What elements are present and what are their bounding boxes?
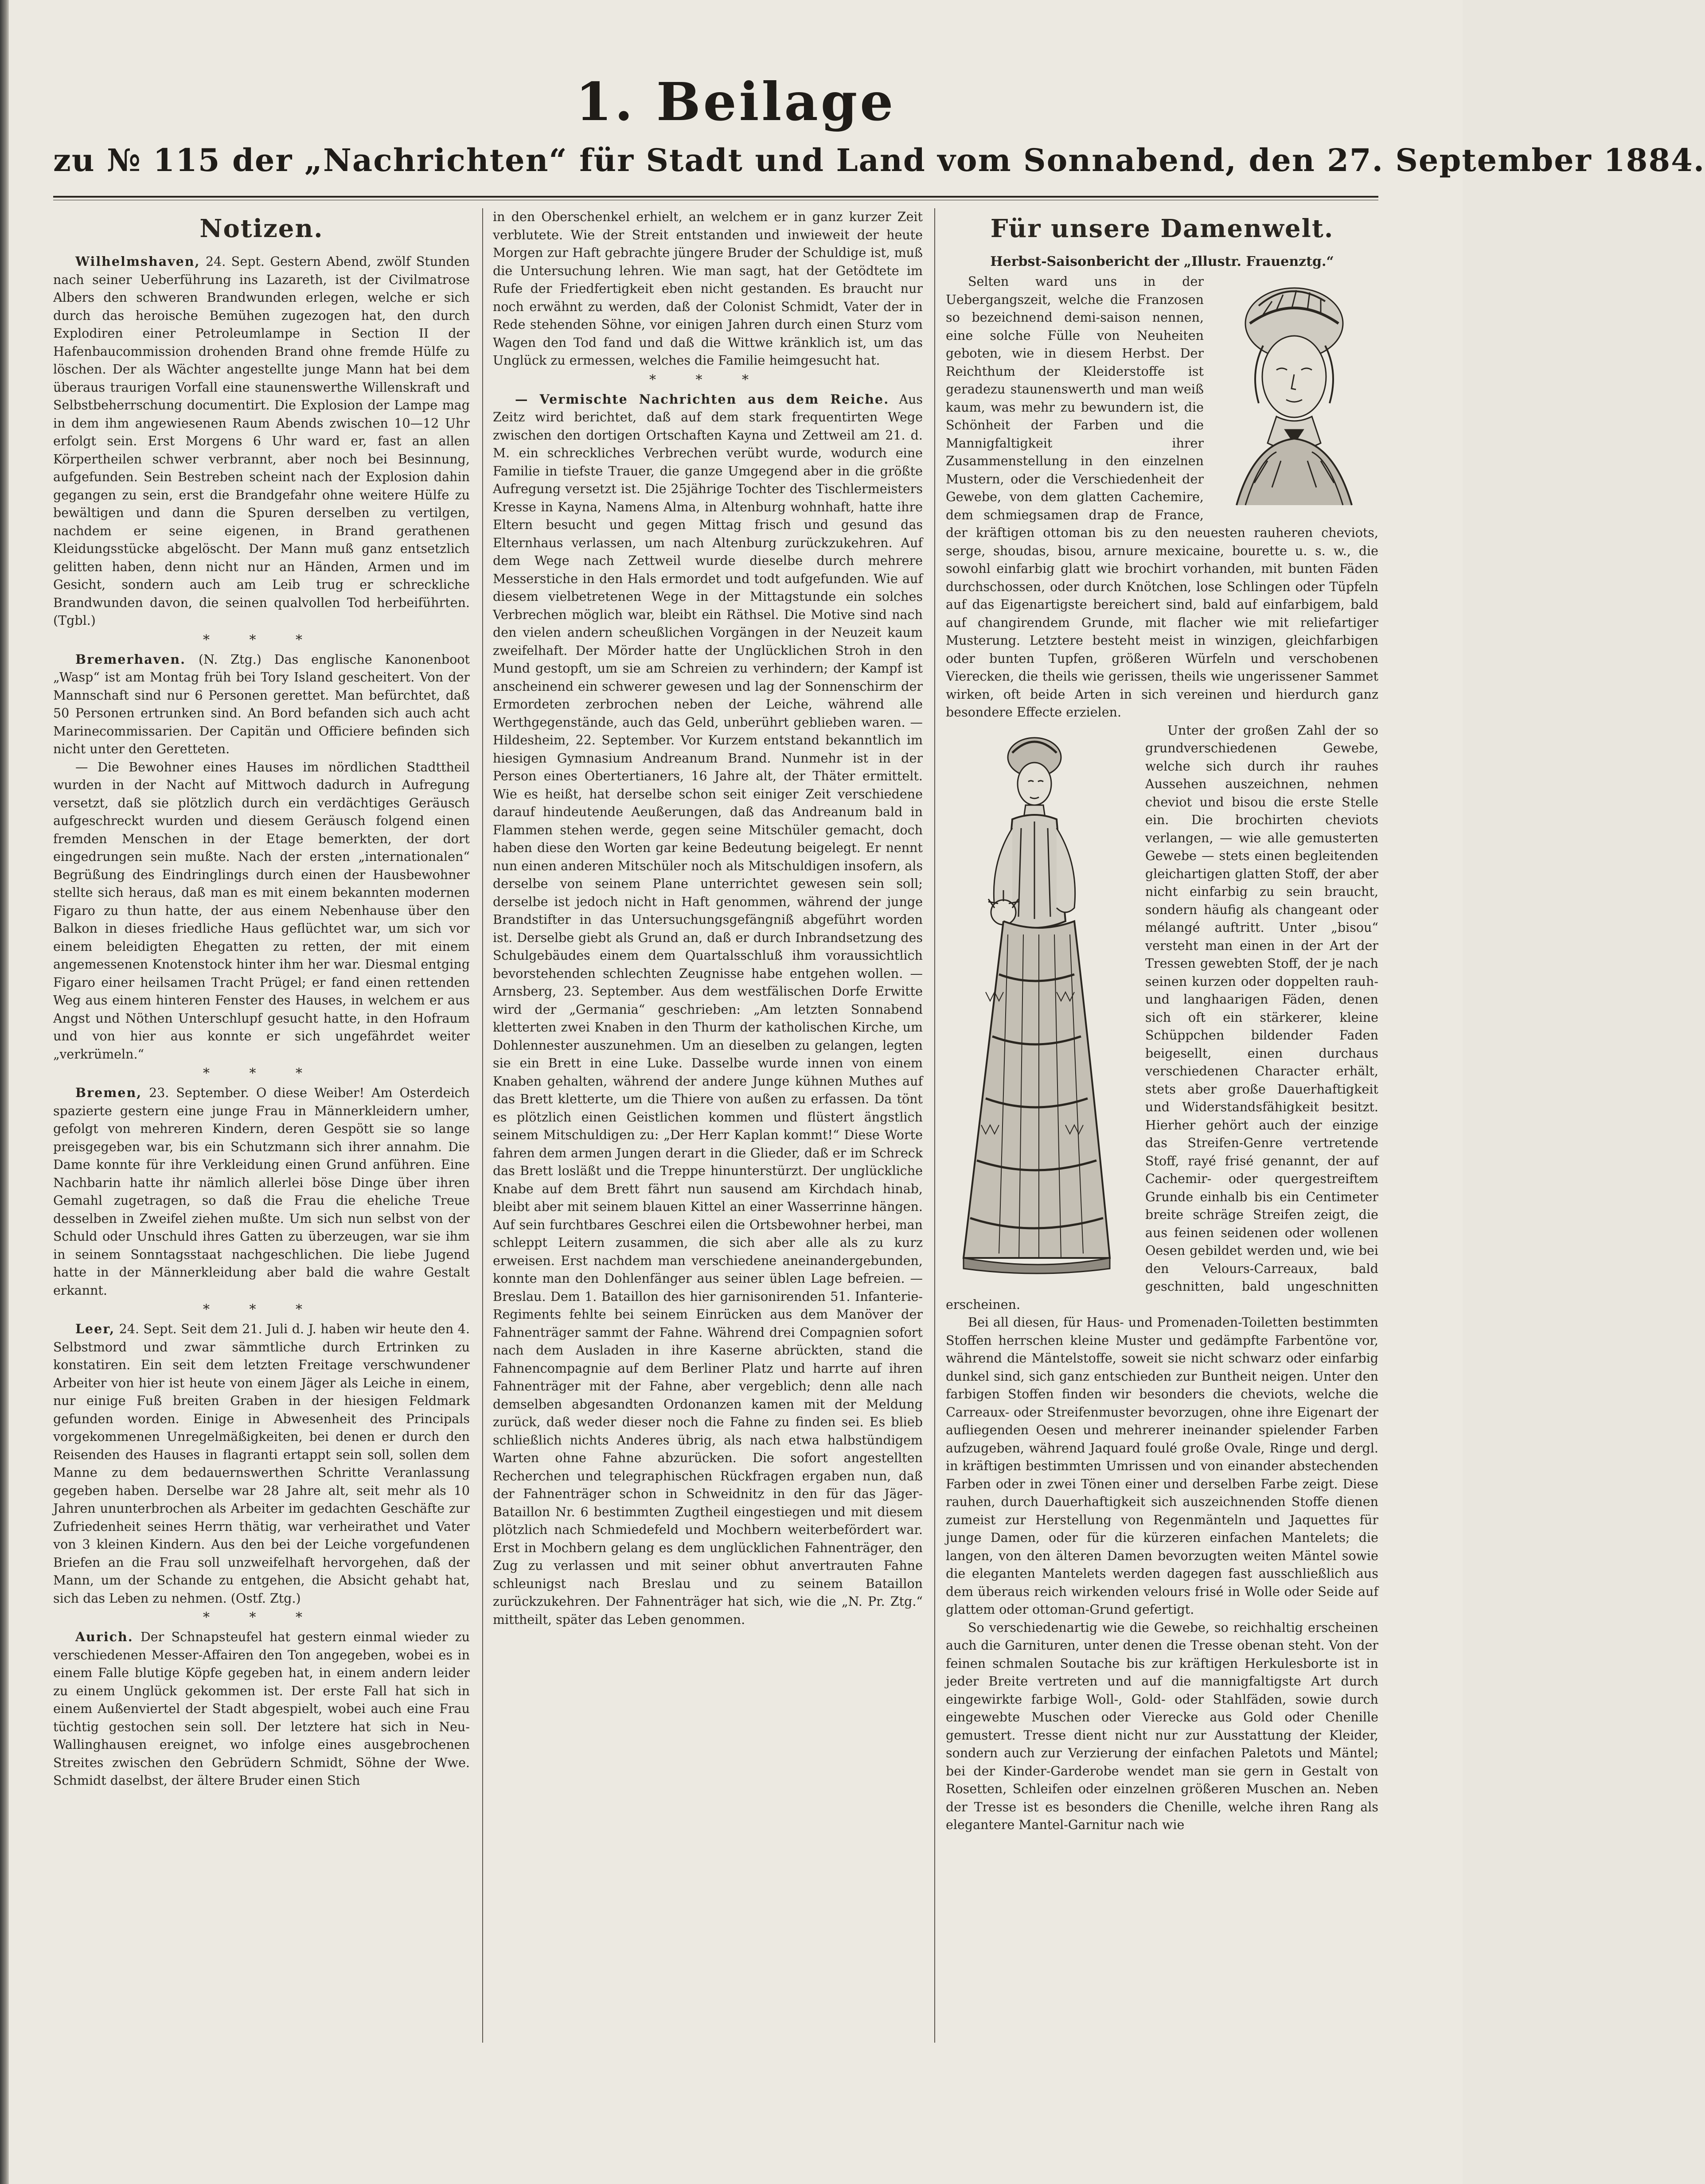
header-rule (53, 196, 1378, 200)
supplement-title: 1. Beilage (575, 71, 896, 132)
separator-asterisks: * * * (203, 1066, 320, 1081)
article-aurich-cont: in den Oberschenkel erhielt, an welchem er in ganz kurzer Zeit verblutete. Wie der Streit entstanden und inwieweit der heute Morgen zur Haft gebrachte jüngere Bruder der Schuldige ist, muß die Untersuchung lehren. Wie man sagt, hat der Getödtete im Rufe der Friedfertigkeit eben nicht gestanden. Es braucht nur noch erwähnt zu werden, daß der Colonist Schmidt, Vater der in Rede stehenden Söhne, vor einigen Jahren durch einen Sturz vom Wagen den Tod fand und daß die Wittwe kränklich ist, um das Unglück zu ermessen, welches die Familie heimgesucht hat. (493, 210, 923, 368)
separator-asterisks: * * * (203, 632, 320, 648)
column-nachrichten (493, 208, 923, 2149)
section-subheading: Herbst-Saisonbericht der „Illustr. Frauenztg.“ (990, 254, 1334, 269)
article-bremerhaven-cont: — Die Bewohner eines Hauses im nördlichen Stadttheil wurden in der Nacht auf Mittwoch dadurch in Aufregung versetzt, daß sie plötzlich durch ein verdächtiges Geräusch aufgeschreckt wurden und diesem Geräusch folgend einen fremden Menschen in der Etage bemerkten, der dort eingedrungen sein mußte. Nach der ersten „internationalen“ Begrüßung des Eindringlings durch einen der Hausbewohner stellte sich heraus, daß man es mit einem bekannten modernen Figaro zu thun hatte, der aus einem Nebenhause über den Balkon in dieses friedliche Haus geflüchtet war, um sich vor einem beleidigten Ehegatten zu retten, der mit einem angemessenen Knotenstock hinter ihm her war. Diesmal entging Figaro einer heilsamen Tracht Prügel; er fand einen rettenden Weg aus einem hinteren Fenster des Hauses, in welchem er aus Angst und Nöthen Unterschlupf gesucht hatte, in den Hofraum und von hier aus konnte er sich ungefährdet weiter „verkrümeln.“ (53, 759, 470, 1062)
illustration-lady-hat (1210, 275, 1378, 505)
article-text: Aus Zeitz wird berichtet, daß auf dem stark frequentirten Wege zwischen den dortigen Ortschaften Kayna und Zettweil am 21. d. M. ein schreckliches Verbrechen verübt wurde, wodurch eine Familie in tiefste Trauer, die ganze Umgegend aber in die größte Aufregung versetzt ist. Die 25jährige Tochter des Tischlermeisters Kresse in Kayna, Namens Alma, in Altenburg wohnhaft, hatte ihre Eltern besucht und gegen Mittag frisch und gesund das Elternhaus verlassen, um nach Altenburg zurückzukehren. Auf dem Wege nach Zettweil wurde dieselbe durch mehrere Messerstiche in den Hals ermordet und todt aufgefunden. Wie auf diesem vielbetretenen Wege in der Mittagstunde ein solches Verbrechen möglich war, bleibt ein Räthsel. Die Motive sind nach den vielen andern scheußlichen Vorgängen in der Neuzeit kaum zweifelhaft. Der Mörder hatte der Unglücklichen Stroh in den Mund gestopft, um sie am Schreien zu verhindern; der Kampf ist anscheinend ein schwerer gewesen und lag der Sonnenschirm der Ermordeten zerbrochen neben der Leiche, während alle Werthgegenstände, auch das Geld, unberührt geblieben waren. (493, 392, 923, 730)
article-text: Der Schnapsteufel hat gestern einmal wieder zu verschiedenen Messer-Affairen den Ton angegeben, wobei es in einem Falle blutige Köpfe gegeben hat, in einem andern leider zu einem Unglück gekommen ist. Der erste Fall hat sich in einem Außenviertel der Stadt abgespielt, wobei auch eine Frau tüchtig gestochen sein soll. Der letztere hat sich in Neu-Wallinghausen ereignet, wo infolge eines ausgebrochenen Streites zwischen den Gebrüdern Schmidt, Söhne der Wwe. Schmidt daselbst, der ältere Bruder einen Stich (53, 1630, 470, 1788)
hat-engraving-icon (1210, 275, 1378, 505)
column-divider (482, 208, 483, 2043)
dateline: Wilhelmshaven, (75, 254, 200, 269)
column-divider (934, 208, 935, 2043)
article-wilhelmshaven (53, 253, 470, 630)
column-notizen (53, 208, 470, 2149)
article-text: — Breslau. Dem 1. Bataillon des hier garnisonirenden 51. Infanterie-Regiments fehlte bei seinem Einrücken aus dem Manöver der Fahnenträger sammt der Fahne. Während drei Compagnien sofort nach dem Ausladen in ihre Kaserne abrückten, stand die Fahnencompagnie auf dem Berliner Platz und harrte auf ihren Fahnenträger mit der Fahne, aber vergeblich; denn alle nach demselben abgesandten Ordonanzen kamen mit der Meldung zurück, daß weder dieser noch die Fahne zu finden sei. Es blieb schließlich nichts Anderes übrig, als nach etwa halbstündigem Warten ohne Fahne abzurücken. Die sofort angestellten Recherchen und telegraphischen Rückfragen ergaben nun, daß der Fahnenträger schon in Schweidnitz in den für das Jäger-Bataillon Nr. 6 bestimmten Zugtheil eingestiegen und mit diesem plötzlich nach Schmiedefeld und Mochbern weiterbefördert war. Erst in Mochbern gelang es dem unglücklichen Fahnenträger, den Zug zu verlassen und mit seiner obhut anvertrauten Fahne schleunigst nach Breslau und zu seinem Bataillon zurückzukehren. Der Fahnenträger hat sich, wie die „N. Pr. Ztg.“ mittheilt, später das Leben genommen. (493, 1271, 923, 1627)
fashion-para-2: Unter der großen Zahl der so grundverschiedenen Gewebe, welche sich durch ihr rauhes Aussehen auszeichnen, nehmen cheviot und bisou die erste Stelle ein. Die brochirten cheviots verlangen, — wie alle gemusterten Gewebe — stets einen begleitenden gleichartigen glatten Stoff, der aber nicht einfarbig zu sein braucht, sondern häufig als changeant oder mélangé auftritt. Unter „bisou“ versteht man einen in der Art der Tressen gewebten Stoff, der je nach seinen kurzen oder doppelten rauh- und langhaarigen Fäden, denen sich oft ein stärkerer, kleine Schüppchen bildender Faden beigesellt, einen durchaus verschiedenen Character erhält, stets aber große Dauerhaftigkeit und Widerstandsfähigkeit besitzt. Hierher gehört auch der einzige das Streifen-Genre vertretende Stoff, rayé frisé genannt, der auf Cachemir- oder quergestreiftem Grunde einhalb bis ein Centimeter breite schräge Streifen zeigt, die aus feinen seidenen oder wollenen Oesen gebildet werden und, wie bei den Velours-Carreaux, bald geschnitten, bald ungeschnitten erscheinen. (946, 723, 1378, 1312)
section-heading-notizen: Notizen. (199, 214, 324, 243)
article-text: 23. September. O diese Weiber! Am Osterdeich spazierte gestern eine junge Frau in Männerkleidern umher, gefolgt von mehreren Kindern, deren Gespött sie so lange preisgegeben war, bis ein Schutzmann sich ihrer annahm. Die Dame konnte für ihre Verkleidung einen Grund anführen. Eine Nachbarin hatte ihr nämlich allerlei böse Dinge über ihren Gemahl zugetragen, so daß die Frau die eheliche Treue desselben in Zweifel ziehen mußte. Um sich nun selbst von der Schuld oder Unschuld ihres Gatten zu überzeugen, war sie ihm in seinem Sonntagsstaat nachgeschlichen. Die liebe Jugend hatte in der Männerkleidung aber bald die wahre Gestalt erkannt. (53, 1086, 470, 1298)
dateline: Bremen, (75, 1085, 142, 1100)
newspaper-page (9, 0, 1705, 2184)
article-text: — Arnsberg, 23. September. Aus dem westfälischen Dorfe Erwitte wird der „Germania“ geschrieben: „Am letzten Sonnabend kletterten zwei Knaben in den Thurm der katholischen Kirche, um Dohlennester auszunehmen. Um an dieselben zu gelangen, legten sie ein Brett in eine Luke. Dasselbe wurde innen von einem Knaben gehalten, während der andere Junge kühnen Muthes auf das Brett kletterte, um die Thiere von außen zu erfassen. Da tönt es plötzlich einen Geistlichen kommen und flüstert ängstlich seinem Mitschuldigen zu: „Der Herr Kaplan kommt!“ Diese Worte fahren dem armen Jungen derart in die Glieder, daß er im Schreck das Brett losläßt und die Treppe hinunterstürzt. Der unglückliche Knabe auf dem Brett fährt nun sausend am Kirchdach hinab, bleibt aber mit seinem blauen Kittel an einer Wasserrinne hängen. Auf sein furchtbares Geschrei eilen die Ortsbewohner herbei, man schleppt Leitern zusammen, die sich aber alle als zu kurz erweisen. Erst nachdem man verschiedene aneinandergebunden, konnte man den Dohlenfänger aus seiner üblen Lage befreien. (493, 966, 923, 1286)
dress-engraving-icon (946, 726, 1136, 1276)
article-text: 24. Sept. Gestern Abend, zwölf Stunden nach seiner Ueberführung ins Lazareth, ist der Civilmatrose Albers den schweren Brandwunden erlegen, welche er sich durch das heroische Bemühen zugezogen hat, den durch Explodiren einer Petroleumlampe in Section II der Hafenbaucommission drohenden Brand ohne fremde Hülfe zu löschen. Der als Wächter angestellte junge Mann hat bei dem überaus traurigen Vorfall eine staunenswerthe Willenskraft und Selbstbeherrschung documentirt. Die Explosion der Lampe mag in dem ihm angewiesenen Raum Abends zwischen 10—12 Uhr erfolgt sein. Erst Morgens 6 Uhr ward er, fast an allen Körpertheilen schwer verbrannt, aber noch bei Besinnung, aufgefunden. Sein Bestreben scheint nach der Explosion dahin gegangen zu sein, erst die Brandgefahr ohne weitere Hülfe zu bewältigen und dann die Spuren derselben zu vertilgen, nachdem er seine eigenen, in Brand gerathenen Kleidungsstücke abgelöscht. Der Mann muß ganz entsetzlich gelitten haben, denn nicht nur an Händen, Armen und im Gesicht, sondern auch am Leib trug er schreckliche Brandwunden davon, die seinen qualvollen Tod herbeiführten. (Tgbl.) (53, 254, 470, 628)
page-binding-edge (0, 0, 10, 2184)
article-text: 24. Sept. Seit dem 21. Juli d. J. haben wir heute den 4. Selbstmord und zwar sämmtliche durch Ertrinken zu konstatiren. Ein seit dem letzten Freitage verschwundener Arbeiter von hier ist heute von einem Jäger als Leiche in einem, nur einige Fuß breiten Graben in der hiesigen Feldmark gefunden worden. Einige in Abwesenheit des Principals vorgekommenen Unregelmäßigkeiten, bei denen er durch den Reisenden des Hauses in flagranti ertappt sein soll, sollen dem Manne zu dem bedauernswerthen Schritte Veranlassung gegeben haben. Derselbe war 28 Jahre alt, seit mehr als 10 Jahren ununterbrochen als Arbeiter im gedachten Geschäfte zur Zufriedenheit seines Herrn thätig, war verheirathet und Vater von 3 kleinen Kindern. Aus den bei der Leiche vorgefundenen Briefen an die Frau soll unzweifelhaft hervorgehen, daß der Mann, um der Schande zu entgehen, die Absicht gehabt hat, sich das Leben zu nehmen. (Ostf. Ztg.) (53, 1322, 470, 1606)
fashion-para-3: Bei all diesen, für Haus- und Promenaden-Toiletten bestimmten Stoffen herrschen kleine Muster und gedämpfte Farbentöne vor, während die Mäntelstoffe, soweit sie nicht schwarz oder einfarbig dunkel sind, sich ganz entschieden zur Buntheit neigen. Unter den farbigen Stoffen finden wir besonders die cheviots, welche die Carreaux- oder Streifenmuster bevorzugen, ohne ihre Eigenart der aufliegenden Oesen und mehrerer ineinander spielender Farben aufzugeben, während Jaquard foulé große Ovale, Ringe und dergl. in kräftigen bestimmten Umrissen und von einander abstechenden Farben oder in zwei Tönen einer und derselben Farbe zeigt. Diese rauhen, durch Dauerhaftigkeit sich auszeichnenden Stoffe dienen zumeist zur Herstellung von Regenmänteln und Jaquettes für junge Damen, oder für die kürzeren einfachen Mantelets; die langen, von den älteren Damen bevorzugten weiten Mäntel sowie die eleganten Mantelets werden dagegen fast ausschließlich aus dem überaus reich wirkenden velours frisé in Wolle oder Seide auf glattem oder ottoman-Grund gefertigt. (946, 1315, 1378, 1617)
article-bremerhaven (53, 650, 470, 759)
article-leer (53, 1320, 470, 1608)
dateline: Aurich. (75, 1629, 133, 1644)
article-text: — Hildesheim, 22. September. Vor Kurzem entstand bekanntlich im hiesigen Gymnasium Andreanum Brand. Nunmehr ist in der Person eines Obertertianers, 16 Jahre alt, der Thäter ermittelt. Wie es heißt, hat derselbe schon seit einiger Zeit verschiedene darauf hindeutende Aeußerungen, daß das Andreanum bald in Flammen stehen werde, gegen seine Mitschüler gemacht, doch haben diese den Worten gar keine Bedeutung beigelegt. Er nennt nun einen anderen Mitschüler noch als Mitschuldigen insofern, als derselbe von seinem Plane unterrichtet gewesen sein soll; derselbe ist jedoch nicht in Haft genommen, während der junge Brandstifter in das Untersuchungsgefängniß abgeführt worden ist. Derselbe giebt als Grund an, daß er durch Inbrandsetzung des Schulgebäudes einem dem Quartalsschluß ihm voraussichtlich bevorstehenden schlechten Zeugnisse habe entgehen wollen. (493, 715, 923, 981)
dateline: Bremerhaven. (75, 651, 186, 667)
section-heading-damenwelt: Für unsere Damenwelt. (990, 214, 1334, 243)
section-subhead-vermischte: — Vermischte Nachrichten aus dem Reiche. (515, 391, 890, 407)
article-vermischte (493, 390, 923, 1629)
article-text: (N. Ztg.) Das englische Kanonenboot „Wasp“ ist am Montag früh bei Tory Island gescheitert. Von der Mannschaft sind nur 6 Personen gerettet. Man befürchtet, daß 50 Personen ertrunken sind. An Bord befanden sich auch acht Marinecommissarien. Der Capitän und Officiere befinden sich nicht unter den Geretteten. (53, 652, 470, 756)
supplement-subtitle: zu № 115 der „Nachrichten“ für Stadt und Land vom Sonnabend, den 27. September 1884. (53, 142, 1705, 179)
fashion-para-1: Selten ward uns in der Uebergangszeit, welche die Franzosen so bezeichnend demi-saison nennen, eine solche Fülle von Neuheiten geboten, wie in diesem Herbst. Der Reichthum der Kleiderstoffe ist geradezu staunenswerth und man weiß kaum, was mehr zu bewundern ist, die Schönheit der Farben und die Mannigfaltigkeit ihrer Zusammenstellung in den einzelnen Mustern, oder die Verschiedenheit der Gewebe, von dem glatten Cachemire, dem schmiegsamen drap de France, der kräftigen ottoman bis zu den neuesten rauheren cheviots, serge, shoudas, bisou, arnure mexicaine, bourette u. s. w., die sowohl einfarbig glatt wie brochirt vorhanden, mit bunten Fäden durchschossen, oder durch Knötchen, lose Schlingen oder Tüpfeln auf das Eigenartigste bereichert sind, bald auf einfarbigem, bald auf changirendem Grunde, mit flacher wie mit reliefartiger Musterung. Letztere besteht meist in winzigen, gleichfarbigen oder bunten Tupfen, größeren Würfeln und verschobenen Vierecken, die theils wie gerissen, theils wie ungerissener Sammet wirken, oft beide Arten in sich vereinen und hierdurch ganz besondere Effecte erzielen. (946, 274, 1378, 720)
article-bremen (53, 1084, 470, 1300)
separator-asterisks: * * * (203, 1610, 320, 1625)
dateline: Leer, (75, 1321, 115, 1336)
illustration-lady-dress (946, 726, 1136, 1276)
article-aurich (53, 1628, 470, 1790)
fashion-para-4: So verschiedenartig wie die Gewebe, so reichhaltig erscheinen auch die Garnituren, unter denen die Tresse obenan steht. Von der feinen schmalen Soutache bis zur kräftigen Herkulesborte ist in jeder Breite vertreten und auf die mannigfaltigste Art durch eingewirkte farbige Woll-, Gold- oder Stahlfäden, sowie durch eingewebte Muschen oder Vierecke aus Gold oder Chenille gemustert. Tresse dient nicht nur zur Ausstattung der Kleider, sondern auch zur Verzierung der einfachen Paletots und Mäntel; bei der Kinder-Garderobe wendet man sie gern in Gestalt von Rosetten, Schleifen oder einzelnen größeren Muschen an. Neben der Tresse ist es besonders die Chenille, welche ihren Rang als elegantere Mantel-Garnitur nach wie (946, 1620, 1378, 1832)
separator-asterisks: * * * (649, 372, 767, 388)
column-damenwelt (946, 208, 1378, 2149)
separator-asterisks: * * * (203, 1302, 320, 1317)
